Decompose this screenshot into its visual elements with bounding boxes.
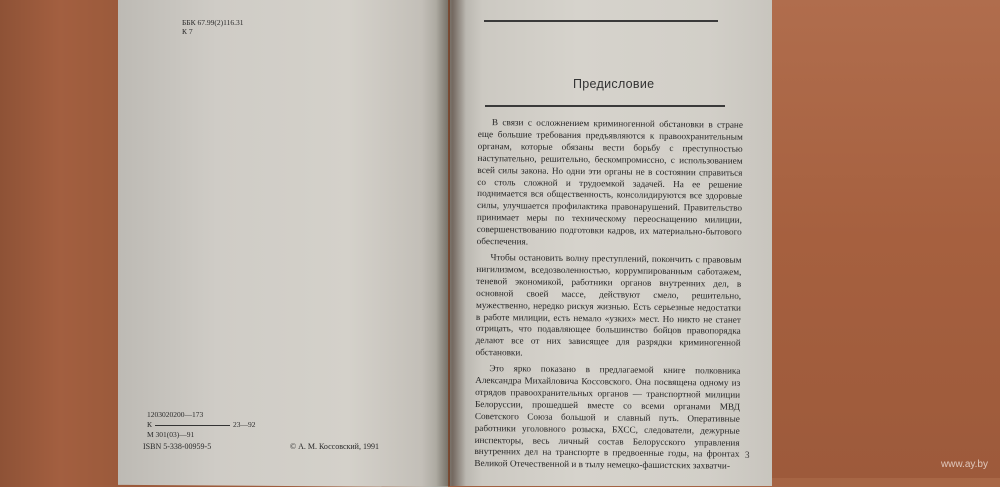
paragraph-2: Чтобы остановить волну преступлений, покончить с правовым нигилизмом, вседозволенностью, коррумпированным саботажем, теневой экономикой, работники органов внутренних дел, в основной своей массе, действуют смело, решительно, мужественно, нередко рискуя жизнью. Есть серьезные недостатки в работе милиции, есть немало «узких» мест. Но никто не станет отрицать, что подавляющее большинство бойцов правопорядка делают все от них зависящее для разрядки криминогенной обстановки. — [475, 252, 742, 358]
isbn: ISBN 5-338-00959-5 — [143, 442, 212, 451]
bbk-line-2: К 7 — [182, 27, 193, 36]
bbk-line-1: ББК 67.99(2)116.31 — [182, 18, 244, 27]
paragraph-3: Это ярко показано в предлагаемой книге полковника Александра Михайловича Коссовского. Она посвящена одному из отрядов правоохранительных органов — транспортной милиции Белоруссии, прошедшей вместе со всеми органами МВД Советского Союза большой и славный путь. Оперативные работники уголовного розыска, БХСС, следователи, дежурные инспекторы, весь личный состав Белорусского управления внутренних дел на транспорте в предвоенные годы, на фронтах Великой Отечественной и в тылу немецко-фашистских захватчи- — [474, 363, 741, 472]
paragraph-1: В связи с осложнением криминогенной обстановки в стране еще большие требования предъявляются к правоохранительным органам, которые обязаны вести борьбу с преступностью наступательно, решительно, бескомпромиссно, с использованием всей силы закона. Но одни эти органы не в состоянии справиться со столь сложной и трудоемкой задачей. На ее решение поднимается вся общественность, консолидируются все здоровые силы, улучшается профилактика правонарушений. Правительство принимает меры по техническому переоснащению милиции, совершенствованию подготовки кадров, их материально-бытового обеспечения. — [476, 117, 743, 247]
preface-body — [474, 117, 743, 477]
page-number: 3 — [745, 450, 750, 460]
table-surface — [765, 0, 1000, 478]
imprint-rule — [155, 425, 230, 426]
watermark: www.ay.by — [940, 459, 988, 470]
top-rule — [484, 20, 718, 22]
imprint-code: 1203020200—173 — [147, 410, 204, 419]
imprint-m: М 301(03)—91 — [147, 430, 195, 439]
imprint-mid: 23—92 — [233, 420, 256, 429]
imprint-middle-line — [147, 420, 256, 430]
imprint-k: К — [147, 420, 153, 429]
copyright: © А. М. Коссовский, 1991 — [290, 442, 379, 451]
title-rule — [485, 105, 725, 107]
chapter-title: Предисловие — [573, 77, 655, 91]
bbk-classification — [182, 18, 243, 36]
imprint-formula — [147, 410, 256, 440]
book-spine-gutter — [436, 0, 466, 486]
